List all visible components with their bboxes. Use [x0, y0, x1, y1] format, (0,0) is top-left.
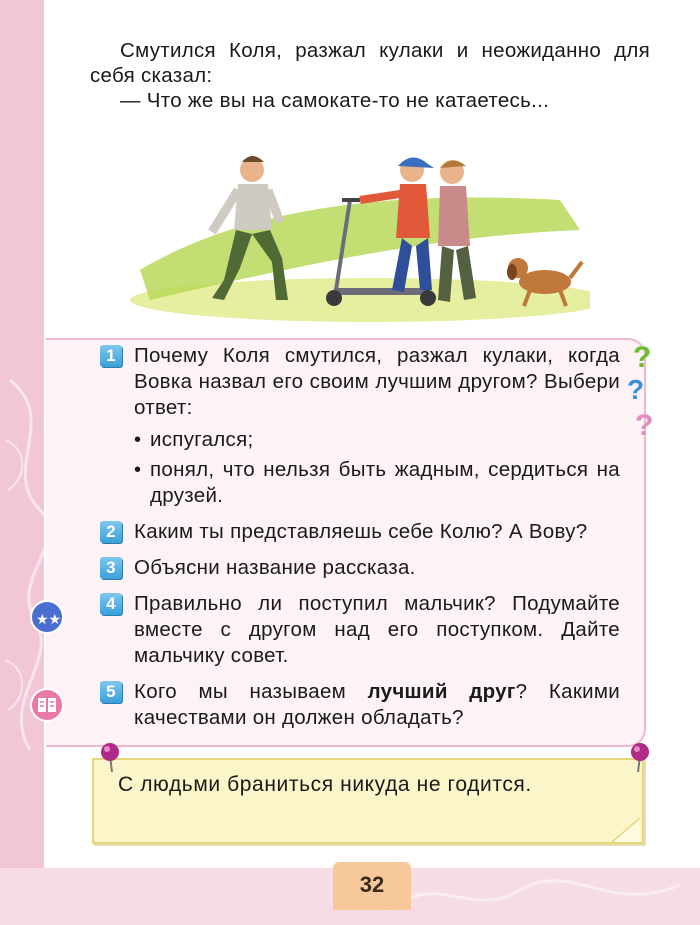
question-1	[100, 343, 620, 509]
pushpin-icon	[628, 742, 652, 772]
question-text: Почему Коля смутился, разжал кулаки, когда Вовка назвал его своим лучшим другом? Выбери ответ:	[134, 344, 620, 419]
svg-text:★★: ★★	[36, 612, 62, 628]
question-marks-icon	[625, 337, 665, 442]
question-2	[100, 519, 620, 545]
question-text-before: Кого мы называем	[134, 680, 368, 703]
question-5	[100, 679, 620, 731]
answer-option: • понял, что нельзя быть жадным, сердиться на друзей.	[134, 457, 620, 509]
answer-options	[134, 427, 620, 509]
question-number-badge: 3	[100, 557, 122, 579]
boys-scooter-dog-illustration	[120, 150, 590, 325]
question-text: Объясни название рассказа.	[134, 556, 416, 579]
question-4	[100, 591, 620, 669]
story-paragraph-2: — Что же вы на самокате-то не катаетесь...	[120, 89, 550, 112]
question-number-badge: 1	[100, 345, 122, 367]
question-3	[100, 555, 620, 581]
svg-text:?: ?	[633, 341, 652, 374]
pushpin-icon	[98, 742, 122, 772]
svg-text:?: ?	[627, 374, 645, 405]
question-text: Каким ты представляешь себе Колю? А Вову?	[134, 520, 588, 543]
question-text-after: ? Какими качествами он должен обладать?	[134, 680, 621, 729]
question-number-badge: 4	[100, 593, 122, 615]
story-text	[90, 38, 650, 113]
pair-work-stars-icon	[30, 600, 64, 634]
svg-text:?: ?	[635, 409, 654, 442]
question-number-badge: 5	[100, 681, 122, 703]
question-bold-term: лучший друг	[367, 680, 516, 703]
bottom-ornament-decoration	[380, 860, 700, 925]
question-number-badge: 2	[100, 521, 122, 543]
page-number: 32	[359, 872, 385, 897]
questions-list	[100, 343, 620, 741]
reading-book-icon	[30, 688, 64, 722]
question-text	[134, 679, 620, 731]
answer-option: • испугался;	[134, 427, 620, 453]
page-fold-corner-icon	[612, 818, 640, 842]
story-paragraph-1: Смутился Коля, разжал кулаки и неожиданно для себя сказал:	[90, 39, 650, 87]
question-text: Правильно ли поступил мальчик? Подумайте вместе с другом над его поступком. Дайте мальчику совет.	[134, 592, 620, 667]
proverb-text: С людьми браниться никуда не годится.	[118, 773, 532, 796]
